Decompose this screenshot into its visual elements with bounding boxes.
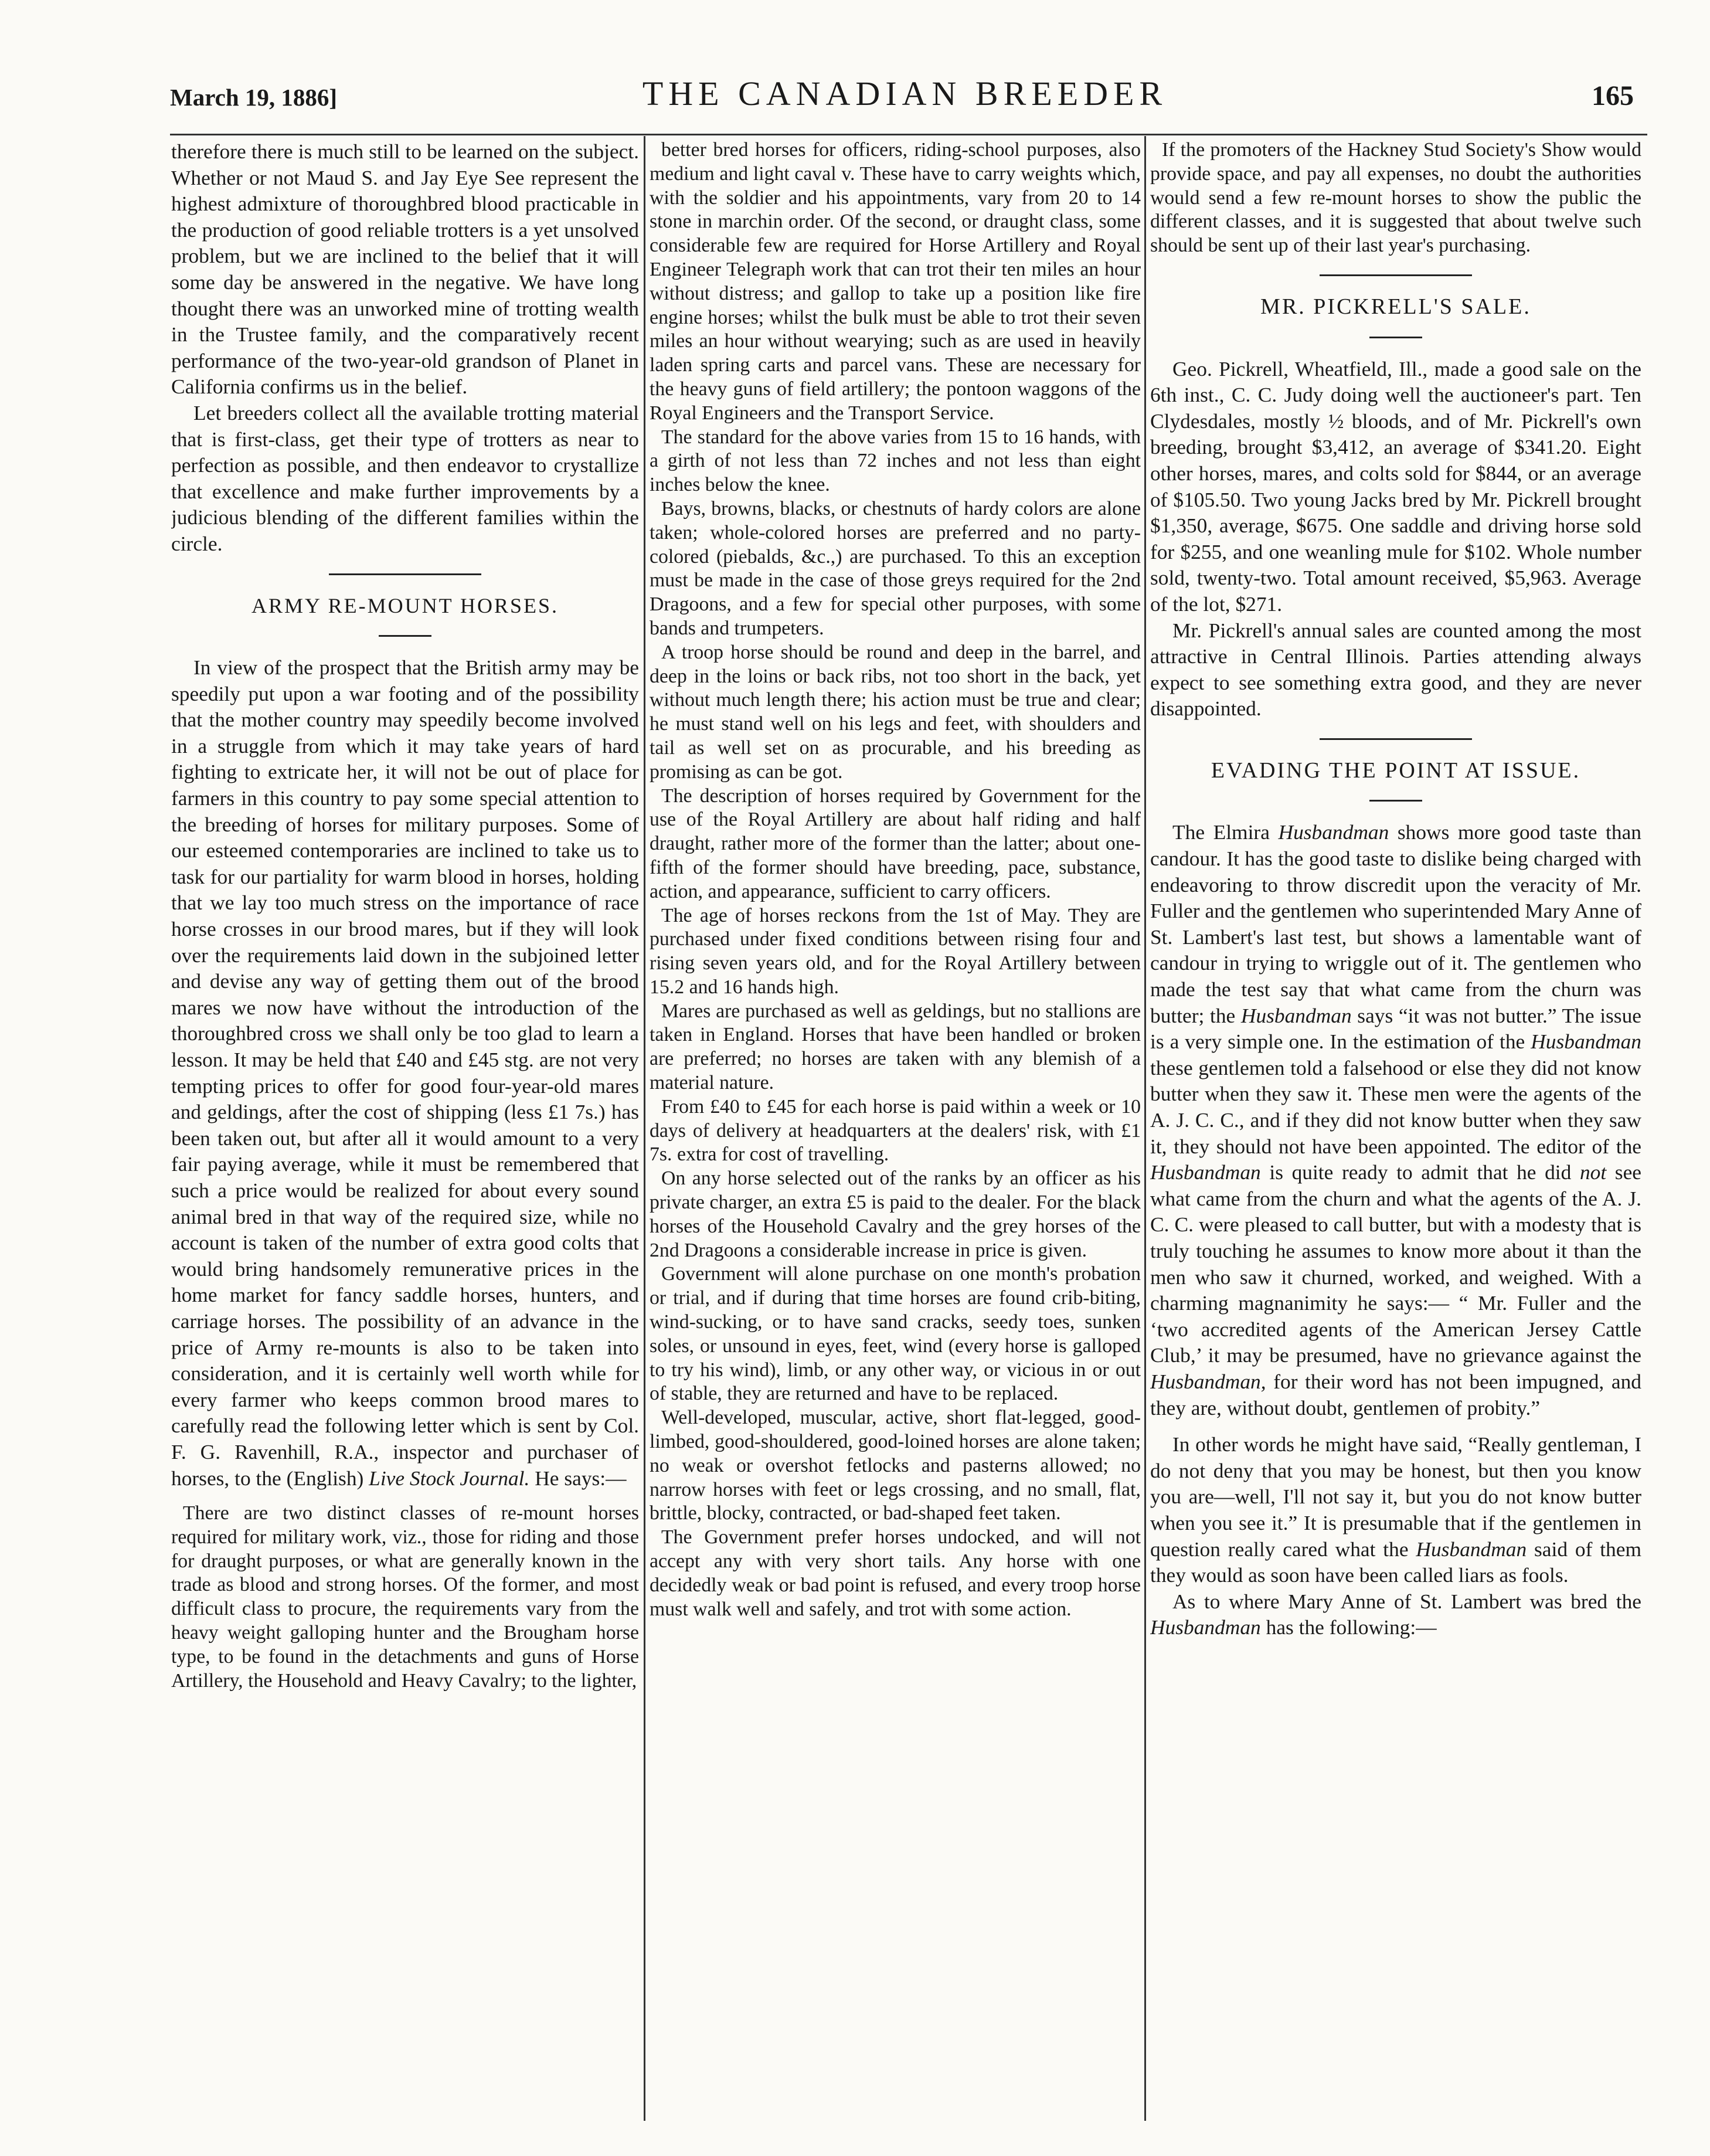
letter-paragraph: The description of horses required by Government for the use of the Royal Artillery are about half riding and half draught, rather more of the former than the latter; about one-fifth of the former should have breeding, pace, substance, action, and appearance, sufficient to carry officers.: [650, 785, 1141, 902]
section-divider: [1320, 738, 1472, 740]
letter-paragraph: If the promoters of the Hackney Stud Society's Show would provide space, and pay all expenses, no doubt the authorities would send a few re-mount horses to show the public the different classes, and it is suggested that about twelve such should be sent up of their last year's purchasing.: [1150, 139, 1641, 257]
article-paragraph: Let breeders collect all the available trotting material that is first-class, get their type of trotters as near to perfection as possible, and then endeavor to crystallize that excellence and make further improvements by a judicious blending of the different families within the circle.: [171, 400, 639, 555]
article-paragraph: Geo. Pickrell, Wheatfield, Ill., made a good sale on the 6th inst., C. C. Judy doing well the auctioneer's part. Ten Clydesdales, mostly ½ bloods, and of Mr. Pickrell's own breeding, brought $3,412, an average of $341.20. Eight other horses, mares, and colts sold for $844, or an average of $105.50. Two young Jacks bred by Mr. Pickrell brought $1,350, average, $675. One saddle and driving horse sold for $255, and one weanling mule for $102. Whole number sold, twenty-two. Total amount received, $5,963. Average of the lot, $271.: [1150, 356, 1641, 616]
column-2: [650, 138, 1141, 2123]
column-divider-2: [1144, 136, 1146, 2121]
section-divider: [329, 573, 481, 575]
heading-rule: [379, 635, 431, 637]
letter-paragraph: better bred horses for officers, riding-school purposes, also medium and light caval v. These have to carry weights which, with the soldier and his appointments, vary from 20 to 14 stone in marchin order. Of the second, or draught class, some considerable few are required for Horse Artillery and Royal Engineer Telegraph work that can trot their ten miles an hour without distress; and gallop to take up a position like fire engine horses; whilst the bulk must be able to trot their seven miles an hour without wearying; such as are used in heavily laden spring carts and parcel vans. These are necessary for the heavy guns of field artillery; the pontoon waggons of the Royal Engineers and the Transport Service.: [650, 139, 1141, 424]
article-paragraph: As to where Mary Anne of St. Lambert was bred the Husbandman has the following:—: [1150, 1589, 1641, 1639]
heading-rule: [1369, 337, 1422, 338]
quoted-letter-paragraph: There are two distinct classes of re-mount horses required for military work, viz., those for riding and those for draught purposes, or what are generally known in the trade as blood and strong horses. Of the former, and most difficult class to procure, the requirements vary from the heavy weight galloping hunter and the Brougham horse type, to be found in the detachments and guns of Horse Artillery, the Household and Heavy Cavalry; to the lighter,: [171, 1502, 639, 1692]
issue-date: March 19, 1886]: [170, 84, 338, 111]
section-divider: [1320, 274, 1472, 276]
page-number: 165: [1592, 80, 1634, 111]
section-heading-army-remount: ARMY RE-MOUNT HORSES.: [251, 593, 559, 617]
article-paragraph: Mr. Pickrell's annual sales are counted among the most attractive in Central Illinois. Parties attending always expect to see something extra good, and they are never disappointed.: [1150, 618, 1641, 721]
article-paragraph: In other words he might have said, “Really gentleman, I do not deny that you may be honest, but then you know you are—well, I'll not say it, but you do not know butter when you see it.” It is presumable that if the gentlemen in question really cared what the Husbandman said of them they would as soon have been called liars as fools.: [1150, 1432, 1641, 1587]
column-1: [171, 138, 639, 2123]
heading-rule: [1369, 800, 1422, 802]
column-3: [1150, 138, 1641, 2123]
publication-title: THE CANADIAN BREEDER: [642, 74, 1168, 113]
article-paragraph: therefore there is much still to be learned on the subject. Whether or not Maud S. and Jay Eye See represent the highest admixture of thoroughbred blood practicable in the production of good reliable trotters is a yet unsolved problem, but we are inclined to the belief that it will some day be answered in the negative. We have long thought there was an unworked mine of trotting wealth in the Trustee family, and the comparatively recent performance of the two-year-old grandson of Planet in California confirms us in the belief.: [171, 140, 639, 399]
page-header: [170, 69, 1640, 134]
letter-paragraph: Bays, browns, blacks, or chestnuts of hardy colors are alone taken; whole-colored horses are preferred and no party-colored (piebalds, &c.,) are purchased. To this an exception must be made in the case of those greys required for the 2nd Dragoons, and a few for special other purposes, with some bands and trumpeters.: [650, 497, 1141, 639]
letter-paragraph: A troop horse should be round and deep in the barrel, and deep in the loins or back ribs, not too short in the back, yet without much length there; his action must be true and clear; he must stand well on his legs and feet, with shoulders and tail as well set on as procurable, and his breeding as promising as can be got.: [650, 641, 1141, 783]
article-paragraph: The Elmira Husbandman shows more good taste than candour. It has the good taste to dislike being charged with endeavoring to throw discredit upon the veracity of Mr. Fuller and the gentlemen who superintended Mary Anne of St. Lambert's last test, but shows a lamentable want of candour in trying to wriggle out of it. The gentlemen who made the test say that what came from the churn was butter; the Husbandman says “it was not butter.” The issue is a very simple one. In the estimation of the Husbandman these gentlemen told a falsehood or else they did not know butter when they saw it. These men were the agents of the A. J. C. C., and if they did not know butter when they saw it, they should not have been appointed. The editor of the Husbandman is quite ready to admit that he did not see what came from the churn and what the agents of the A. J. C. C. were pleased to call butter, but with a modesty that is truly touching he assumes to know more about it than the men who saw it churned, worked, and weighed. With a charming magnanimity he says:— “ Mr. Fuller and the ‘two accredited agents of the American Jersey Cattle Club,’ it may be presumed, have no grievance against the Husbandman, for their word has not been impugned, and they are, without doubt, gentlemen of probity.”: [1150, 820, 1641, 1420]
letter-paragraph: On any horse selected out of the ranks by an officer as his private charger, an extra £5 is paid to the dealer. For the black horses of the Household Cavalry and the grey horses of the 2nd Dragoons a considerable increase in price is given.: [650, 1167, 1141, 1261]
letter-paragraph: The standard for the above varies from 15 to 16 hands, with a girth of not less than 72 inches and not less than eight inches below the knee.: [650, 426, 1141, 496]
letter-paragraph: Mares are purchased as well as geldings, but no stallions are taken in England. Horses that have been handled or broken are preferred; no horses are taken with any blemish of a material nature.: [650, 1000, 1141, 1094]
letter-paragraph: From £40 to £45 for each horse is paid within a week or 10 days of delivery at headquarters at the dealers' risk, with £1 7s. extra for cost of travelling.: [650, 1095, 1141, 1166]
article-paragraph: In view of the prospect that the British army may be speedily put upon a war footing and of the possibility that the mother country may speedily become involved in a struggle from which it may take years of hard fighting to extricate her, it will not be out of place for farmers in this country to pay some special attention to the breeding of horses for military purposes. Some of our esteemed contemporaries are inclined to take us to task for our partiality for warm blood in horses, holding that we lay too much stress on the importance of race horse crosses in our brood mares, but if they will look over the requirements laid down in the subjoined letter and devise any way of getting them out of the brood mares we now have without the introduction of the thoroughbred cross we shall only be too glad to learn a lesson. It may be held that £40 and £45 stg. are not very tempting prices to offer for good four-year-old mares and geldings, after the cost of shipping (less £1 7s.) has been taken out, but after all it would amount to a very fair paying average, while it must be remembered that such a price would be realized for about every sound animal bred in that way of the required size, while no account is taken of the number of extra good colts that would bring handsomely remunerative prices in the home market for fancy saddle horses, hunters, and carriage horses. The possibility of an advance in the price of Army re-mounts is also to be taken into consideration, and it is certainly well worth while for every farmer who keeps common brood mares to carefully read the following letter which is sent by Col. F. G. Ravenhill, R.A., inspector and purchaser of horses, to the (English) Live Stock Journal. He says:—: [171, 656, 639, 1490]
column-divider-1: [644, 136, 645, 2121]
section-heading-pickrell-sale: MR. PICKRELL'S SALE.: [1260, 294, 1531, 319]
section-heading-evading-point: EVADING THE POINT AT ISSUE.: [1211, 758, 1581, 783]
letter-paragraph: Government will alone purchase on one month's probation or trial, and if during that time horses are found crib-biting, wind-sucking, or to have sand cracks, seedy toes, sunken soles, or unsound in eyes, feet, wind (every horse is galloped to try his wind), limb, or any other way, or vicious in or out of stable, they are returned and have to be replaced.: [650, 1263, 1141, 1405]
letter-paragraph: The age of horses reckons from the 1st of May. They are purchased under fixed conditions between rising four and rising seven years old, and for the Royal Artillery between 15.2 and 16 hands high.: [650, 904, 1141, 998]
letter-paragraph: Well-developed, muscular, active, short flat-legged, good-limbed, good-shouldered, good-loined horses are alone taken; no weak or overshot fetlocks and pasterns allowed; no narrow horses with feet or legs crossing, and no small, flat, brittle, blocky, contracted, or bad-shaped feet taken.: [650, 1407, 1141, 1525]
letter-paragraph: The Government prefer horses undocked, and will not accept any with very short tails. Any horse with one decidedly weak or bad point is refused, and every troop horse must walk well and safely, and trot with some action.: [650, 1526, 1141, 1620]
header-rule: [170, 134, 1647, 135]
